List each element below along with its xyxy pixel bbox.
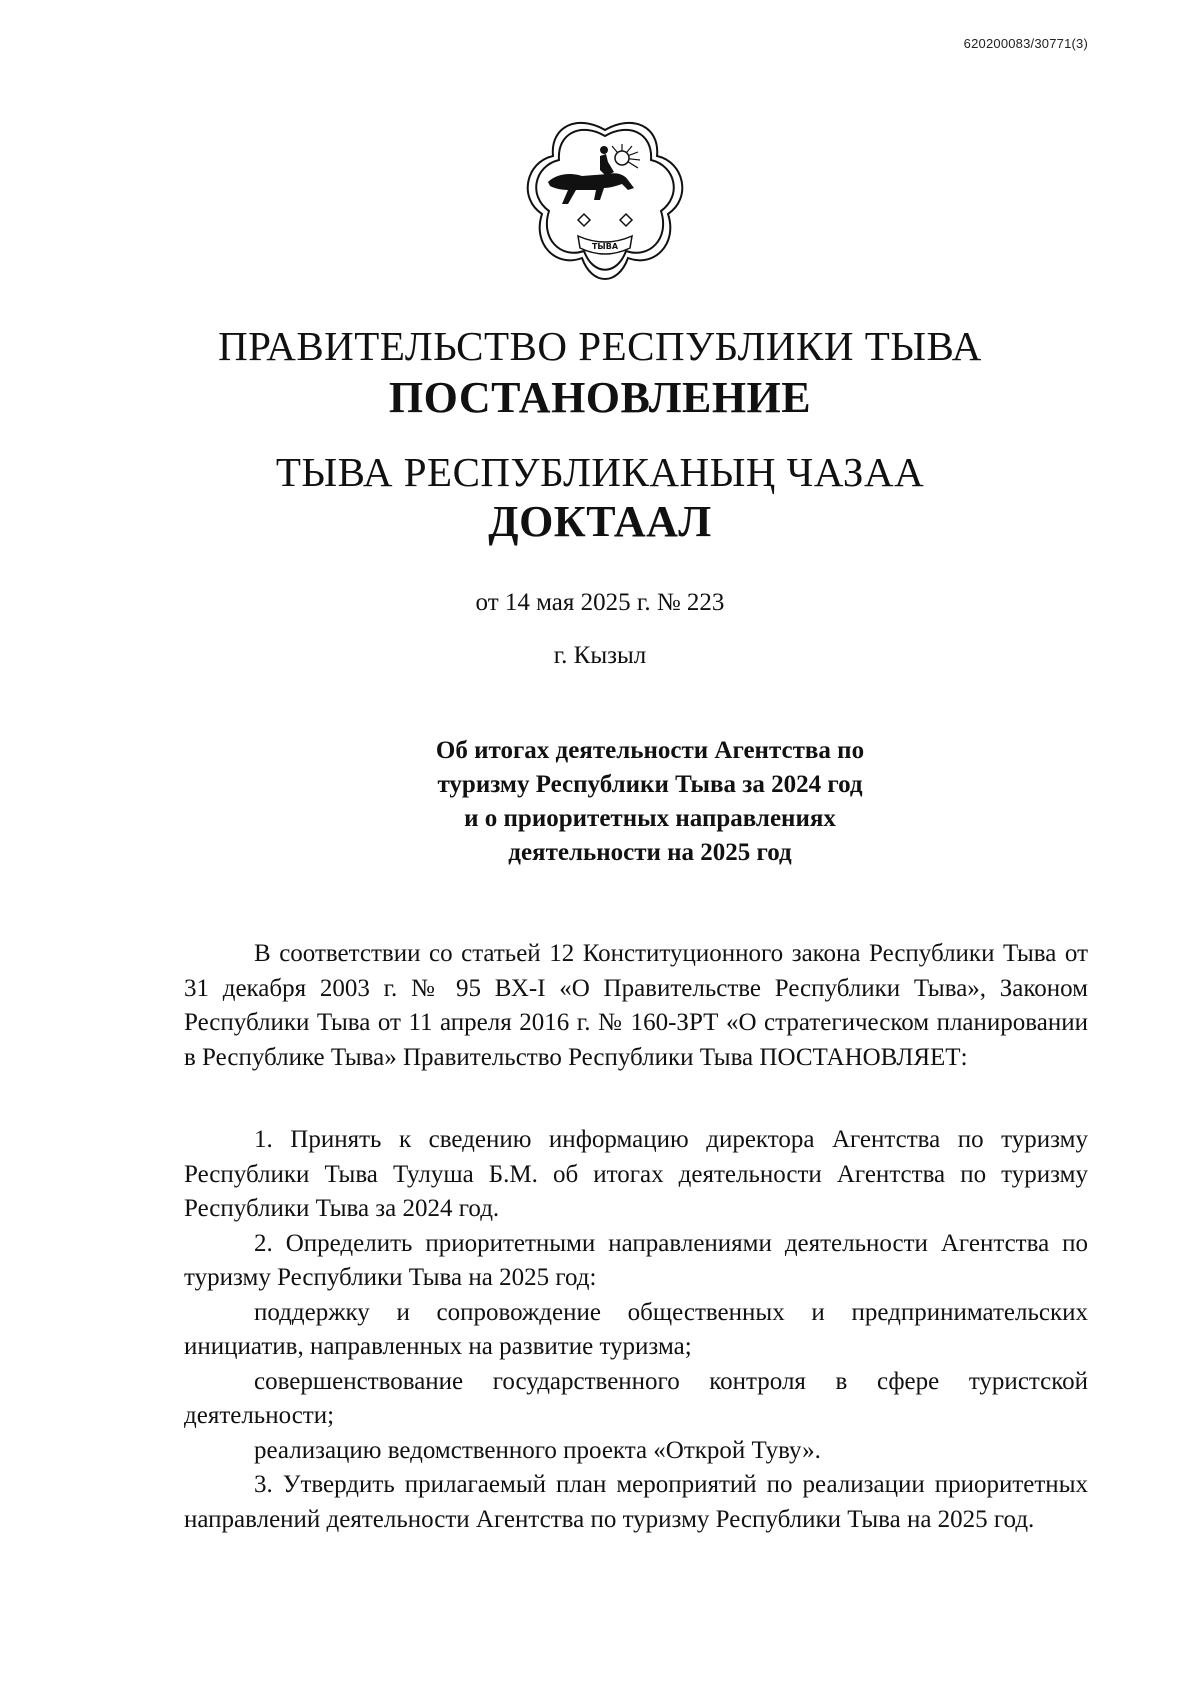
- item-3: 3. Утвердить прилагаемый план мероприятий по реализации приоритетных направлений деятельности Агентства по туризму Республики Тыва на 2025 год.: [184, 1471, 1088, 1533]
- emblem-of-tuva-icon: [520, 116, 690, 291]
- preamble-paragraph: В соответствии со статьей 12 Конституционного закона Республики Тыва от 31 декабря 2003 г. № 95 ВХ-I «О Правительстве Республики Тыва», Законом Республики Тыва от 11 апреля 2016 г. № 160-ЗРТ «О стратегическом планировании в Республике Тыва» Правительство Республики Тыва ПОСТАНОВЛЯЕТ:: [184, 940, 1088, 1071]
- item-2-subitem-1: поддержку и сопровождение общественных и предпринимательских инициатив, направленных на развитие туризма;: [184, 1298, 1088, 1360]
- title-line: и о приоритетных направлениях: [464, 805, 836, 832]
- title-line: Об итогах деятельности Агентства по: [435, 737, 865, 764]
- emblem-inscription: ТЫВА: [591, 242, 619, 251]
- document-type-russian: ПОСТАНОВЛЕНИЕ: [388, 373, 812, 422]
- government-name-tuvan: ТЫВА РЕСПУБЛИКАНЫҢ ЧАЗАА: [275, 449, 925, 495]
- preamble-section: [184, 937, 1088, 1075]
- document-title: [400, 734, 900, 870]
- document-date-and-number: от 14 мая 2025 г. № 223: [475, 589, 725, 616]
- title-line: туризму Республики Тыва за 2024 год: [437, 771, 863, 798]
- document-registration-number: 620200083/30771(3): [963, 36, 1088, 51]
- item-2-subitem-3: реализацию ведомственного проекта «Открой Туву».: [254, 1436, 821, 1464]
- item-1: 1. Принять к сведению информацию директора Агентства по туризму Республики Тыва Тулуша Б.М. об итогах деятельности Агентства по туризму Республики Тыва за 2024 год.: [184, 1126, 1088, 1222]
- item-2-subitem-2: совершенствование государственного контроля в сфере туристской деятельности;: [184, 1367, 1088, 1429]
- item-2: 2. Определить приоритетными направлениями деятельности Агентства по туризму Республики Тыва на 2025 год:: [184, 1229, 1088, 1291]
- government-name-russian: ПРАВИТЕЛЬСТВО РЕСПУБЛИКИ ТЫВА: [218, 323, 982, 369]
- document-type-tuvan: ДОКТААЛ: [488, 497, 712, 546]
- resolution-items: [184, 1123, 1088, 1537]
- title-line: деятельности на 2025 год: [508, 839, 792, 866]
- document-city: г. Кызыл: [553, 642, 647, 669]
